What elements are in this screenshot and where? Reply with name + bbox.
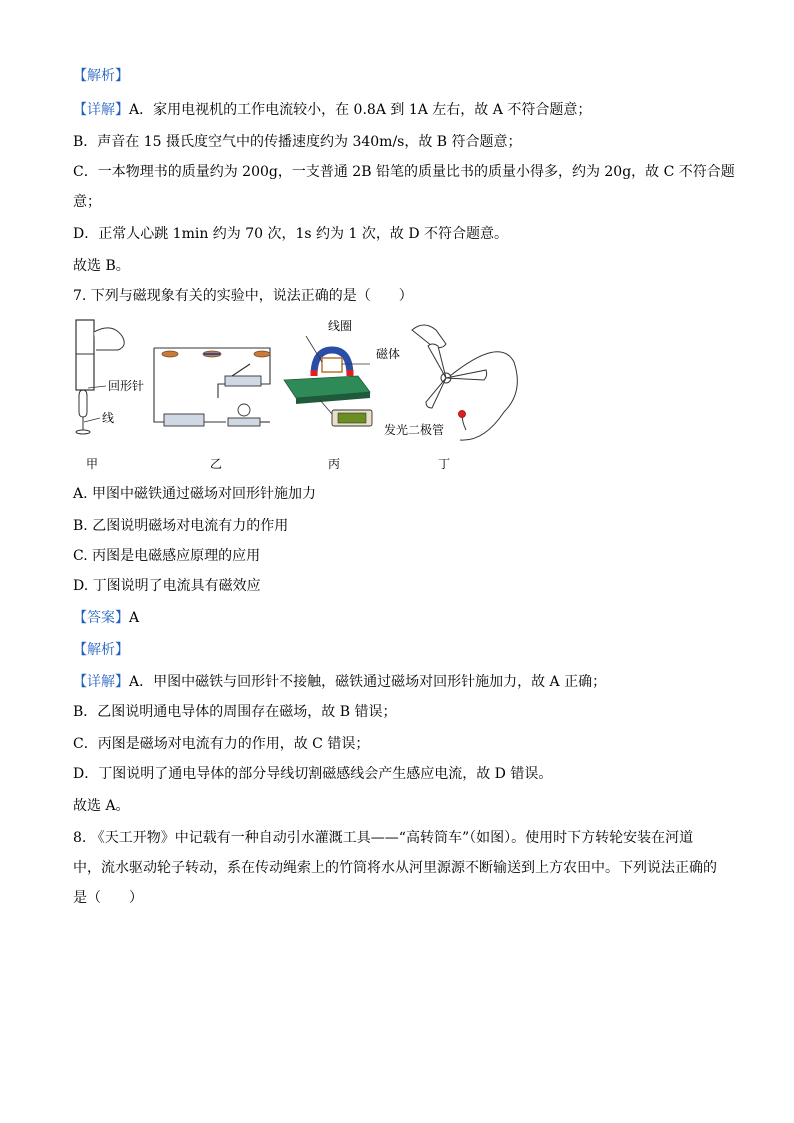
answer-line bbox=[73, 608, 139, 628]
detail-line-d: D．正常人心跳 1min 约为 70 次，1s 约为 1 次，故 D 不符合题意。 bbox=[73, 226, 508, 242]
question8-line2: 中，流水驱动轮子转动，系在传动绳索上的竹筒将水从河里源源不断输送到上方农田中。下列说法正确的 bbox=[73, 860, 717, 876]
detail-line-q7-d: D．丁图说明了通电导体的部分导线切割磁感线会产生感应电流，故 D 错误。 bbox=[73, 766, 553, 782]
figure-ding bbox=[384, 325, 517, 440]
detail-line-q7-c: C．丙图是磁场对电流有力的作用，故 C 错误； bbox=[73, 736, 370, 752]
detail-tag: 【详解】 bbox=[73, 102, 129, 118]
option-b: B. 乙图说明磁场对电流有力的作用 bbox=[73, 518, 289, 534]
option-c: C. 丙图是电磁感应原理的应用 bbox=[73, 548, 261, 564]
detail-line-c2: 意； bbox=[73, 194, 101, 210]
paperclip-icon bbox=[79, 390, 87, 417]
hand-icon bbox=[94, 328, 124, 350]
option-d: D. 丁图说明了电流具有磁效应 bbox=[73, 578, 261, 594]
question8-line3: 是（ ） bbox=[73, 890, 143, 906]
caption-yi: 乙 bbox=[210, 457, 223, 471]
hand-icon bbox=[412, 325, 446, 348]
detail-tag: 【详解】 bbox=[73, 674, 129, 690]
analysis-heading bbox=[73, 66, 129, 86]
detail-text: A．甲图中磁铁与回形针不接触，磁铁通过磁场对回形针施加力，故 A 正确； bbox=[129, 674, 607, 690]
switch-icon bbox=[225, 376, 261, 386]
question8-line1: 8. 《天工开物》中记载有一种自动引水灌溉工具——“高转筒车”（如图）。使用时下方转轮安装在河道 bbox=[73, 830, 694, 846]
bulb-icon bbox=[238, 404, 250, 416]
label-thread: 线 bbox=[102, 411, 115, 425]
label-paperclip: 回形针 bbox=[108, 379, 145, 393]
label-magnet: 磁体 bbox=[376, 347, 401, 361]
question7-figures bbox=[70, 318, 530, 478]
detail-line-q7-b: B．乙图说明通电导体的周围存在磁场，故 B 错误； bbox=[73, 704, 397, 720]
detail-line-q7-a bbox=[73, 672, 606, 692]
figure-yi bbox=[154, 348, 270, 426]
coil-icon bbox=[322, 358, 342, 372]
caption-jia: 甲 bbox=[86, 457, 99, 471]
caption-ding: 丁 bbox=[438, 457, 451, 471]
figure-bing bbox=[284, 318, 400, 426]
label-coil: 线圈 bbox=[328, 319, 353, 333]
question7-stem: 7. 下列与磁现象有关的实验中，说法正确的是（ ） bbox=[73, 288, 413, 304]
analysis-tag: 【解析】 bbox=[73, 68, 129, 84]
analysis-tag: 【解析】 bbox=[73, 642, 129, 658]
answer-tag: 【答案】 bbox=[73, 610, 129, 626]
led-icon bbox=[459, 411, 466, 418]
figure-jia bbox=[76, 320, 144, 434]
detail-text: A．家用电视机的工作电流较小，在 0.8A 到 1A 左右，故 A 不符合题意； bbox=[129, 102, 592, 118]
detail-line-a bbox=[73, 100, 591, 120]
choose-line-q7: 故选 A。 bbox=[73, 798, 130, 814]
answer-value: A bbox=[129, 610, 140, 626]
battery-icon bbox=[164, 414, 204, 426]
caption-bing: 丙 bbox=[328, 457, 341, 471]
compass-icon bbox=[162, 351, 178, 357]
choose-line: 故选 B。 bbox=[73, 258, 130, 274]
figure-illustrations bbox=[70, 318, 530, 478]
analysis-heading-q7 bbox=[73, 640, 129, 660]
option-a: A. 甲图中磁铁通过磁场对回形针施加力 bbox=[73, 486, 317, 502]
label-led: 发光二极管 bbox=[384, 423, 445, 437]
detail-line-b: B．声音在 15 摄氏度空气中的传播速度约为 340m/s，故 B 符合题意； bbox=[73, 134, 522, 150]
detail-line-c1: C．一本物理书的质量约为 200g，一支普通 2B 铅笔的质量比书的质量小得多，约为 20g，故 C 不符合题 bbox=[73, 164, 735, 180]
